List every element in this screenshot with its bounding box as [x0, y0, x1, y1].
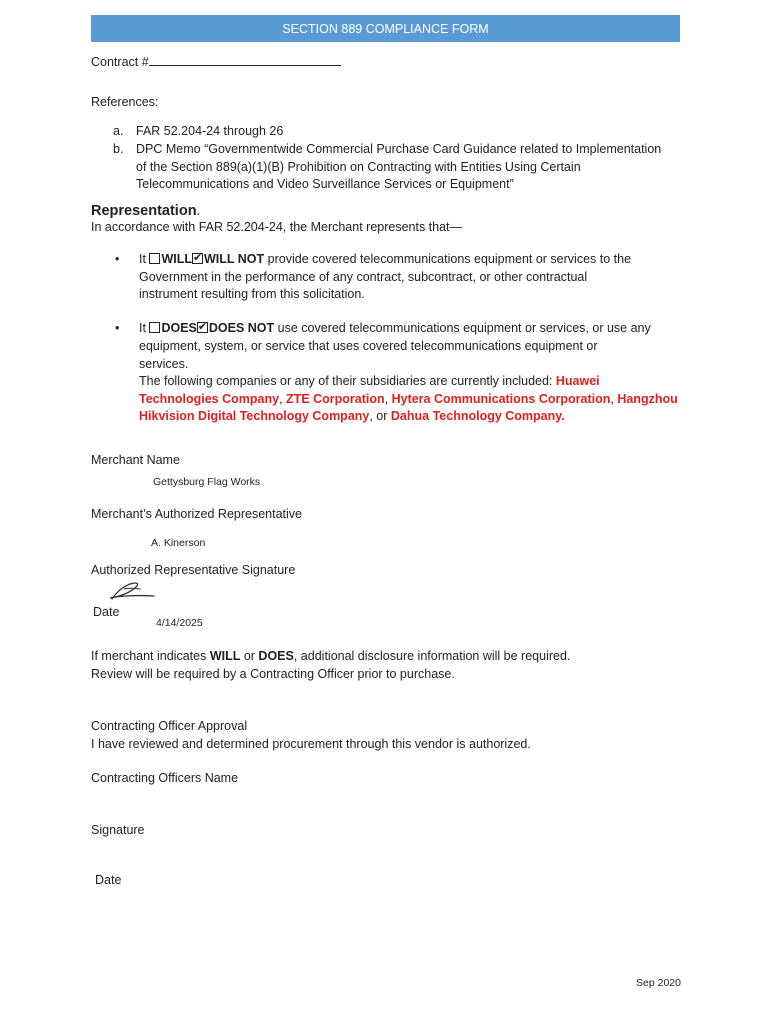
officer-signature-label: Signature: [91, 823, 145, 837]
references-heading: References:: [91, 95, 159, 109]
officer-approval-text: I have reviewed and determined procurement through this vendor is authorized.: [91, 737, 531, 751]
companies-line1: [139, 373, 600, 391]
company-hikvision: Hikvision Digital Technology Company: [139, 409, 370, 423]
disclosure-does: DOES: [258, 649, 294, 663]
does-checkbox[interactable]: [149, 322, 160, 333]
merchant-name-field[interactable]: Gettysburg Flag Works: [153, 476, 261, 488]
disclosure-line1: [91, 648, 570, 666]
will-not-label: WILL NOT: [203, 252, 265, 266]
officer-name-label: Contracting Officers Name: [91, 771, 239, 785]
company-zte: ZTE Corporation: [286, 392, 385, 406]
will-checkbox[interactable]: [149, 253, 160, 264]
officer-date-label: Date: [95, 873, 122, 887]
contract-number-field[interactable]: [149, 54, 341, 66]
disclosure-line2: Review will be required by a Contracting Officer prior to purchase.: [91, 667, 455, 681]
rep-signature-label: Authorized Representative Signature: [91, 563, 296, 577]
companies-line3: [139, 408, 565, 426]
bullet-2-line1: [139, 320, 651, 338]
reference-b-text-line1: DPC Memo “Governmentwide Commercial Purchase Card Guidance related to Implementation: [136, 142, 662, 156]
companies-end-period: .: [561, 409, 565, 423]
representation-intro: In accordance with FAR 52.204-24, the Merchant represents that—: [91, 220, 463, 234]
bullet-1-line3: instrument resulting from this solicitation.: [139, 287, 365, 301]
bullet-2-line2: equipment, system, or service that uses covered telecommunications equipment or: [139, 339, 598, 353]
handwritten-signature: [106, 579, 158, 603]
representation-heading: [91, 203, 200, 221]
rep-date-field[interactable]: 4/14/2025: [156, 617, 203, 629]
company-huawei-a: Huawei: [555, 374, 600, 388]
reference-a-marker: a.: [113, 124, 124, 138]
reference-b-marker: b.: [113, 142, 124, 156]
form-title-banner: SECTION 889 COMPLIANCE FORM: [91, 15, 680, 42]
disclosure-text: , additional disclosure information will be required.: [293, 649, 571, 663]
separator: ,: [384, 392, 392, 406]
bullet-1-line2: Government in the performance of any contract, subcontract, or other contractual: [139, 270, 588, 284]
does-not-checkbox[interactable]: [197, 322, 208, 333]
reference-a-text: FAR 52.204-24 through 26: [136, 124, 284, 138]
authorized-rep-label: Merchant’s Authorized Representative: [91, 507, 302, 521]
does-not-label: DOES NOT: [208, 321, 275, 335]
bullet-1-rest: provide covered telecommunications equipment or services to the: [264, 252, 632, 266]
officer-approval-label: Contracting Officer Approval: [91, 719, 248, 733]
bullet-1-marker: •: [115, 252, 120, 266]
reference-b-text-line2: of the Section 889(a)(1)(B) Prohibition on Contracting with Entities Using Certain: [136, 160, 581, 174]
does-label: DOES: [161, 321, 197, 335]
bullet-1-line1: [139, 251, 631, 269]
separator: ,: [610, 392, 618, 406]
company-huawei-b: Technologies Company: [139, 392, 280, 406]
contract-number-label: Contract #: [91, 55, 149, 69]
will-label: WILL: [161, 252, 192, 266]
representation-title: Representation: [91, 203, 197, 219]
bullet-2-marker: •: [115, 321, 120, 335]
merchant-name-label: Merchant Name: [91, 453, 180, 467]
disclosure-text: If merchant indicates: [91, 649, 210, 663]
disclosure-text: or: [240, 649, 259, 663]
representation-title-period: .: [196, 204, 201, 218]
company-hangzhou-a: Hangzhou: [617, 392, 678, 406]
separator: ,: [279, 392, 287, 406]
authorized-rep-field[interactable]: A. Kinerson: [151, 537, 206, 549]
form-version: Sep 2020: [636, 977, 681, 989]
company-dahua: Dahua Technology Company: [390, 409, 562, 423]
bullet-2-prefix: It: [139, 321, 146, 335]
companies-line2: [139, 391, 678, 409]
reference-b-text-line3: Telecommunications and Video Surveillance Services or Equipment”: [136, 177, 514, 191]
rep-date-label: Date: [93, 605, 120, 619]
bullet-1-prefix: It: [139, 252, 146, 266]
separator: , or: [369, 409, 391, 423]
disclosure-will: WILL: [209, 649, 241, 663]
will-not-checkbox[interactable]: [192, 253, 203, 264]
bullet-2-line3: services.: [139, 357, 189, 371]
bullet-2-rest: use covered telecommunications equipment or services, or use any: [274, 321, 651, 335]
companies-intro: The following companies or any of their subsidiaries are currently included:: [139, 374, 556, 388]
company-hytera: Hytera Communications Corporation: [391, 392, 611, 406]
contract-number-row: [91, 54, 341, 72]
